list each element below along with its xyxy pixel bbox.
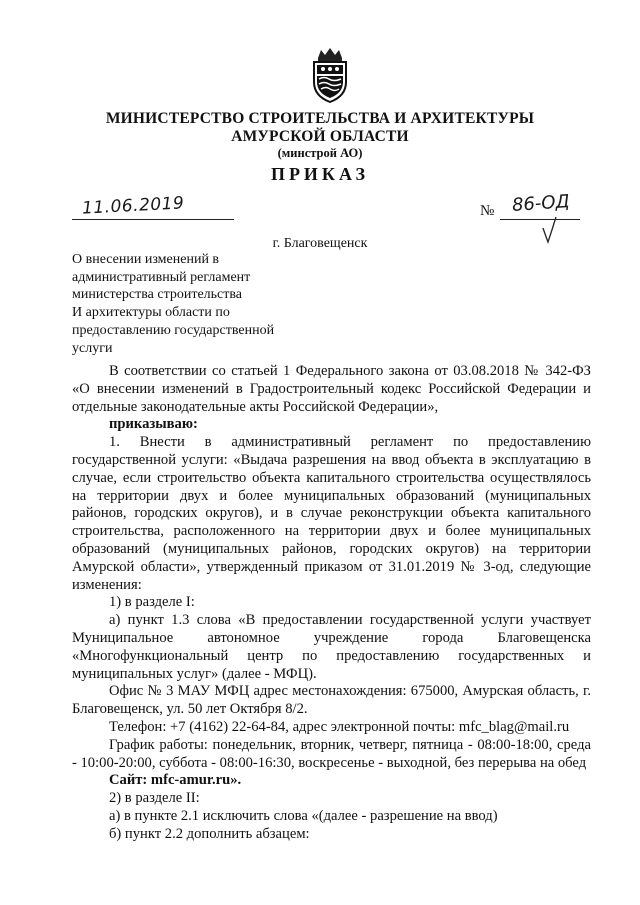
website-paragraph: Сайт: mfc-amur.ru». xyxy=(109,772,242,789)
organization-name-line2: АМУРСКОЙ ОБЛАСТИ xyxy=(231,128,409,145)
point-2-1-paragraph: а) в пункте 2.1 исключить слова «(далее - разрешение на ввод) xyxy=(109,807,498,824)
subject-line: И архитектуры области по xyxy=(72,305,230,321)
handwritten-date: 11.06.2019 xyxy=(81,193,185,219)
point-2-2-paragraph: б) пункт 2.2 дополнить абзацем: xyxy=(109,825,310,842)
work-schedule-paragraph: График работы: понедельник, вторник, четверг, пятница - 08:00-18:00, среда - 10:00-20:00, суббота - 08:00-16:30, воскресенье - выходной, без перерыва на обед xyxy=(72,736,591,771)
subject-line: предоставлению государственной xyxy=(72,322,275,338)
document-body xyxy=(72,363,591,844)
subject-line: административный регламент xyxy=(72,269,251,285)
document-subject xyxy=(72,251,312,357)
city-name: г. Благовещенск xyxy=(272,236,368,251)
section-1-heading: 1) в разделе I: xyxy=(109,594,195,611)
office-address-paragraph: Офис № 3 МАУ МФЦ адрес местонахождения: 675000, Амурская область, г. Благовещенск, ул. 50 лет Октября 8/2. xyxy=(72,683,591,718)
document-type-title: ПРИКАЗ xyxy=(270,164,370,184)
item-1-paragraph: 1. Внести в административный регламент по предоставлению государственной услуги: «Выдача разрешения на ввод объекта в эксплуатацию в случае, если строительство объекта капитального строительства осуществлялось на территории двух и более муниципальных образований (муниципальных районов, городских округов), и в случае реконструкции объекта капитального строительства, расположенного на территории двух и более муниципальных образований (муниципальных районов, городских округов) на территории Амурской области», утвержденный приказом от 31.01.2019 № 3-од, следующие изменения: xyxy=(72,434,591,593)
coat-of-arms-emblem xyxy=(301,46,359,104)
subject-line: услуги xyxy=(72,340,113,356)
subject-line: министерства строительства xyxy=(72,287,243,303)
phone-email-paragraph: Телефон: +7 (4162) 22-64-84, адрес электронной почты: mfc_blag@mail.ru xyxy=(109,718,570,735)
number-label: № xyxy=(480,203,495,219)
intro-paragraph: В соответствии со статьей 1 Федерального закона от 03.08.2018 № 342-ФЗ «О внесении изменений в Градостроительный кодекс Российской Федерации и отдельные законодательные акты Российской Федерации», xyxy=(72,363,591,415)
point-1-3-paragraph: а) пункт 1.3 слова «В предоставлении государственной услуги участвует Муниципальное автономное учреждение города Благовещенска «Многофункциональный центр по предоставлению государственных и муниципальных услуг» (далее - МФЦ). xyxy=(72,612,591,682)
handwritten-number: 86-ОД xyxy=(511,191,571,216)
section-2-heading: 2) в разделе II: xyxy=(109,790,200,807)
organization-name-line1: МИНИСТЕРСТВО СТРОИТЕЛЬСТВА И АРХИТЕКТУРЫ xyxy=(105,110,535,127)
order-word: приказываю: xyxy=(109,416,198,433)
subject-line: О внесении изменений в xyxy=(72,252,220,267)
organization-abbreviation: (минстрой АО) xyxy=(277,146,363,160)
